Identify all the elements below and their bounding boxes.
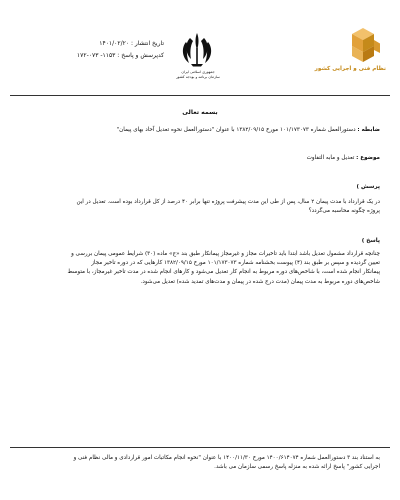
header-meta	[14, 38, 164, 62]
footer-divider	[10, 447, 390, 448]
answer-line-2: تعیین گردیده و سپس بر طبق بند (۴) پیوست بخشنامه شماره ۱۰۱/۱۷۳۰۷۳ مورخ ۱۳۸۲/۰۹/۱۵ کارهایی که در دوره تاخیر مجاز	[91, 260, 380, 267]
regulation-line	[20, 126, 380, 135]
subject-line	[20, 154, 380, 163]
answer-label: پاسخ )	[361, 238, 380, 244]
bismillah-heading: بسمه تعالی	[182, 109, 218, 116]
answer-line-4: شاخص‌های دوره مربوط به مدت پیمان (مدت درج شده در پیمان و مدت‌های تمدید شده) تعدیل می‌شود.	[140, 278, 380, 285]
question-line-2: پروژه چگونه محاسبه می‌گردد؟	[308, 208, 380, 215]
emblem-caption: جمهوری اسلامی ایران سازمان برنامه و بودجه کشور	[176, 70, 220, 79]
question-line-1: در یک قرارداد با مدت پیمان ۲ سال، پس از طی این مدت پیشرفت پروژه تنها برابر ۴۰ درصد از کل قرارداد بوده است. تعدیل در این	[76, 199, 380, 205]
header-divider	[10, 95, 390, 96]
logo-caption: نظام فنی و اجرایی کشور	[314, 66, 386, 72]
subject-label: موضوع :	[356, 155, 380, 161]
question-body	[20, 198, 380, 216]
nezam-fanni-logo-icon	[344, 26, 382, 64]
footer-line-2: اجرایی کشور" پاسخ ارائه شده به منزله پاسخ رسمی سازمان می باشد.	[214, 464, 380, 471]
answer-line-3: پیمانکار انجام شده است، با شاخص‌های دوره مربوط به انجام کار تعدیل می‌شود و کارهای انجام شده در مدت تاخیر غیرمجاز، با متوسط	[67, 269, 380, 276]
qa-code: کدپرسش و پاسخ : ۱۱۵۳- ۰۷۳-۱۷۲	[76, 52, 164, 59]
footer-note	[20, 454, 380, 472]
regulation-label: ضابطه :	[357, 127, 380, 133]
regulation-text: دستورالعمل شماره ۱۰۱/۱۷۳۰۷۳ مورخ ۱۳۸۲/۰۹/۱۵ با عنوان "دستورالعمل نحوه تعدیل آحاد بهای پیمان"	[116, 127, 356, 133]
answer-line-1: چنانچه قرارداد مشمول تعدیل باشد ابتدا باید تاخیرات مجاز و غیرمجاز پیمانکار طبق بند «ج» ماده (۳۰) شرایط عمومی پیمان بررسی و	[71, 251, 380, 257]
question-label: پرسش )	[356, 184, 380, 190]
answer-body	[20, 250, 380, 287]
subject-text: تعدیل و مابه التفاوت	[306, 155, 355, 161]
publish-date: تاریخ انتشار : ۱۴۰۱/۰۲/۲۰	[99, 40, 164, 47]
iran-emblem-icon	[178, 30, 216, 70]
footer-line-1: به استناد بند ۳ دستورالعمل شماره ۱۴۰۰/۶۱۴۰۷۴ مورخ ۱۴۰۰/۱۱/۳۰ با عنوان "نحوه انجام مکاتبات امور قراردادی و مالی نظام فنی و	[73, 455, 380, 461]
